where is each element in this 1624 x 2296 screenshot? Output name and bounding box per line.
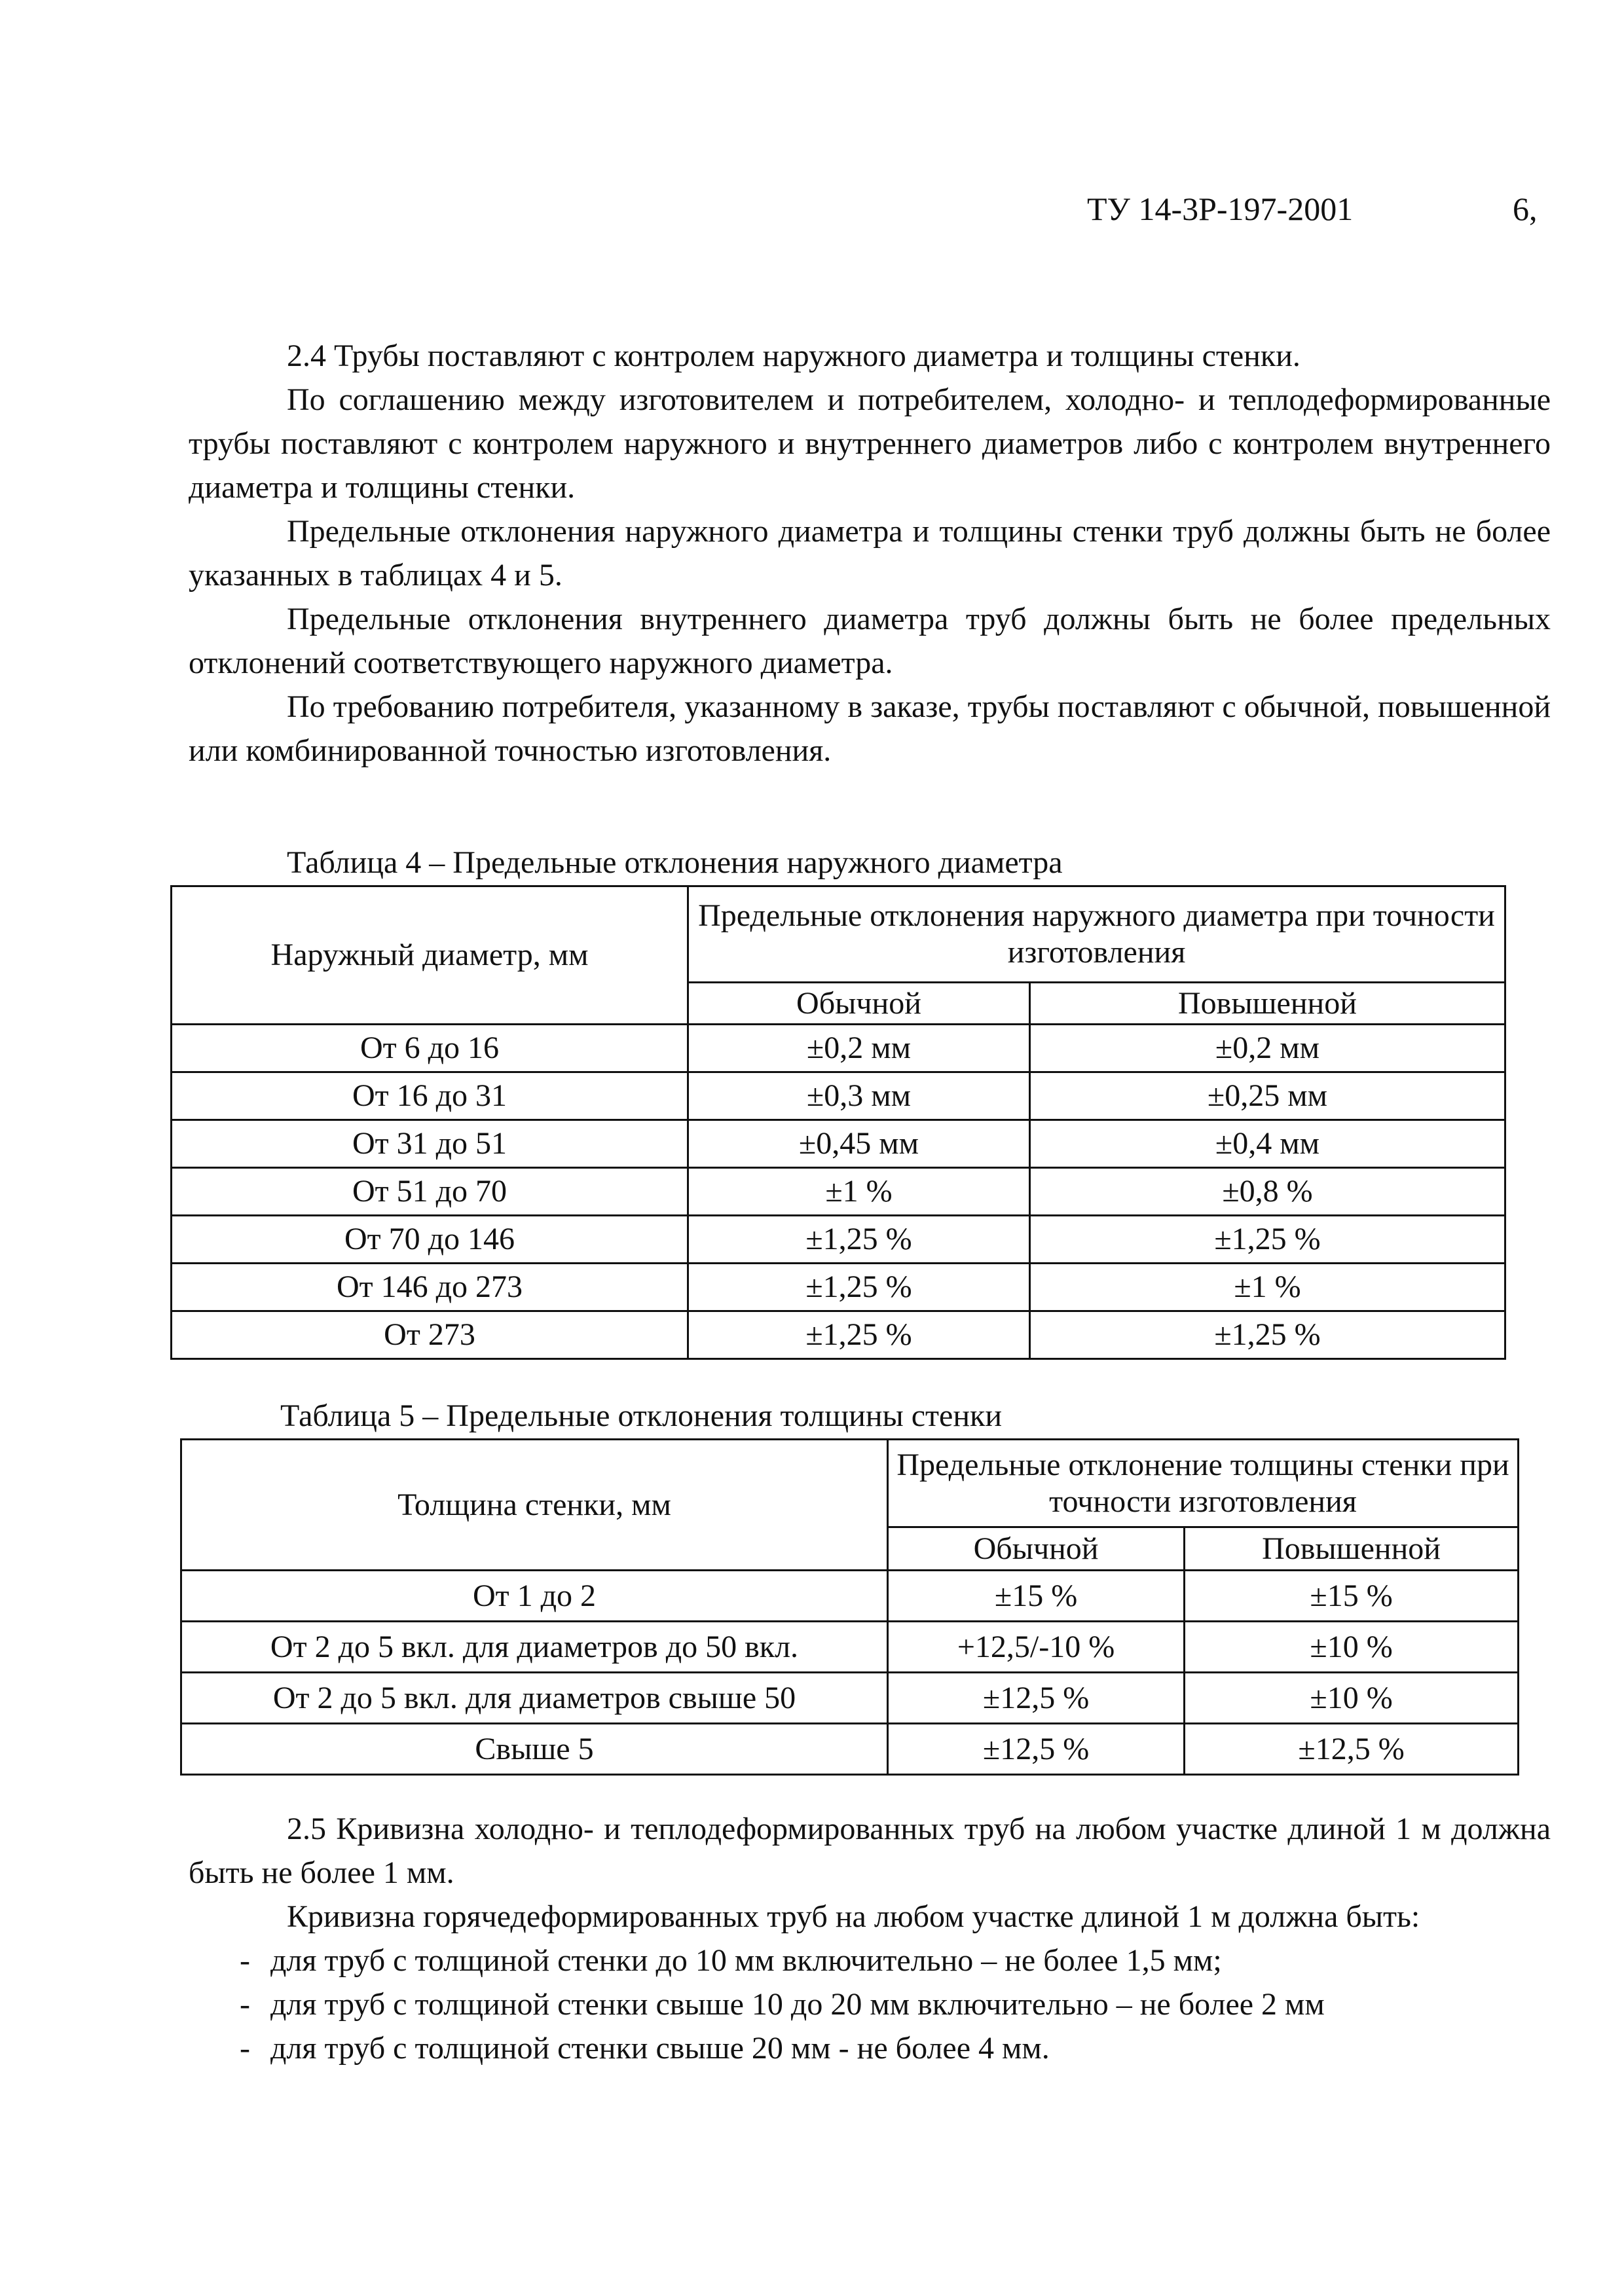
section-2-4 — [189, 334, 1551, 773]
list-item: - для труб с толщиной стенки до 10 мм включительно – не более 1,5 мм; — [234, 1939, 1551, 1982]
table-cell: ±12,5 % — [1185, 1724, 1519, 1775]
table-5 — [180, 1438, 1519, 1776]
table-cell: ±1,25 % — [688, 1216, 1030, 1264]
table-cell: От 51 до 70 — [172, 1168, 688, 1216]
table-cell: ±10 % — [1185, 1673, 1519, 1724]
table-subheader-cell: Обычной — [888, 1527, 1185, 1571]
document-header — [1087, 190, 1538, 228]
table-row — [172, 1264, 1505, 1311]
table-cell: От 273 — [172, 1311, 688, 1359]
table-cell: ±1,25 % — [688, 1311, 1030, 1359]
table-cell: ±1,25 % — [1029, 1216, 1505, 1264]
table-header-cell: Толщина стенки, мм — [181, 1440, 888, 1571]
table-row — [172, 1120, 1505, 1168]
table-cell: От 146 до 273 — [172, 1264, 688, 1311]
section-2-5 — [189, 1807, 1551, 2070]
table-cell: ±0,25 мм — [1029, 1072, 1505, 1120]
table-cell: ±10 % — [1185, 1622, 1519, 1673]
paragraph: Предельные отклонения наружного диаметра и толщины стенки труб должны быть не более указанных в таблицах 4 и 5. — [189, 514, 1551, 592]
table-row — [172, 1216, 1505, 1264]
table-4 — [170, 885, 1506, 1360]
table-cell: От 2 до 5 вкл. для диаметров свыше 50 — [181, 1673, 888, 1724]
table-subheader-cell: Повышенной — [1185, 1527, 1519, 1571]
table-cell: ±15 % — [1185, 1571, 1519, 1622]
list-item: - для труб с толщиной стенки свыше 20 мм - не более 4 мм. — [234, 2026, 1551, 2070]
table-row — [181, 1571, 1519, 1622]
page-number: 6, — [1513, 191, 1538, 227]
paragraph: Предельные отклонения внутреннего диаметра труб должны быть не более предельных отклонений соответствующего наружного диаметра. — [189, 602, 1551, 680]
table-row — [181, 1724, 1519, 1775]
table-cell: От 16 до 31 — [172, 1072, 688, 1120]
table-cell: От 6 до 16 — [172, 1025, 688, 1072]
requirements-list — [234, 1939, 1551, 2070]
table-cell: От 1 до 2 — [181, 1571, 888, 1622]
table-row — [172, 1311, 1505, 1359]
table-cell: ±0,8 % — [1029, 1168, 1505, 1216]
table-row — [172, 1072, 1505, 1120]
table-cell: ±0,2 мм — [1029, 1025, 1505, 1072]
table-cell: ±1 % — [1029, 1264, 1505, 1311]
table-cell: ±0,4 мм — [1029, 1120, 1505, 1168]
table-subheader-cell: Обычной — [688, 983, 1030, 1025]
table-cell: От 70 до 146 — [172, 1216, 688, 1264]
table-header-cell: Наружный диаметр, мм — [172, 886, 688, 1025]
paragraph: 2.4 Трубы поставляют с контролем наружного диаметра и толщины стенки. — [287, 338, 1301, 373]
table-header-cell: Предельные отклонение толщины стенки при точности изготовления — [888, 1440, 1519, 1527]
paragraph: По соглашению между изготовителем и потребителем, холодно- и теплодеформированные трубы поставляют с контролем наружного и внутреннего диаметров либо с контролем внутреннего диаметра и толщины стенки. — [189, 382, 1551, 505]
table-row — [181, 1622, 1519, 1673]
table-row — [172, 1168, 1505, 1216]
table-cell: ±12,5 % — [888, 1673, 1185, 1724]
table-cell: ±1 % — [688, 1168, 1030, 1216]
table-row — [172, 1025, 1505, 1072]
table-cell: От 31 до 51 — [172, 1120, 688, 1168]
table-5-caption: Таблица 5 – Предельные отклонения толщины стенки — [280, 1398, 1003, 1433]
table-4-caption: Таблица 4 – Предельные отклонения наружного диаметра — [287, 845, 1063, 880]
paragraph: Кривизна горячедеформированных труб на любом участке длиной 1 м должна быть: — [287, 1899, 1420, 1934]
list-item: - для труб с толщиной стенки свыше 10 до 20 мм включительно – не более 2 мм — [234, 1982, 1551, 2026]
table-cell: ±12,5 % — [888, 1724, 1185, 1775]
table-header-cell: Предельные отклонения наружного диаметра при точности изготовления — [688, 886, 1505, 983]
table-cell: ±0,3 мм — [688, 1072, 1030, 1120]
table-cell: ±1,25 % — [1029, 1311, 1505, 1359]
paragraph: 2.5 Кривизна холодно- и теплодеформированных труб на любом участке длиной 1 м должна быть не более 1 мм. — [189, 1812, 1551, 1890]
table-cell: ±0,45 мм — [688, 1120, 1030, 1168]
table-cell: От 2 до 5 вкл. для диаметров до 50 вкл. — [181, 1622, 888, 1673]
table-subheader-cell: Повышенной — [1029, 983, 1505, 1025]
paragraph: По требованию потребителя, указанному в заказе, трубы поставляют с обычной, повышенной или комбинированной точностью изготовления. — [189, 689, 1551, 768]
table-cell: ±0,2 мм — [688, 1025, 1030, 1072]
table-cell: Свыше 5 — [181, 1724, 888, 1775]
table-cell: ±15 % — [888, 1571, 1185, 1622]
table-row — [181, 1673, 1519, 1724]
table-cell: ±1,25 % — [688, 1264, 1030, 1311]
document-code: ТУ 14-3Р-197-2001 — [1087, 191, 1354, 227]
table-cell: +12,5/-10 % — [888, 1622, 1185, 1673]
